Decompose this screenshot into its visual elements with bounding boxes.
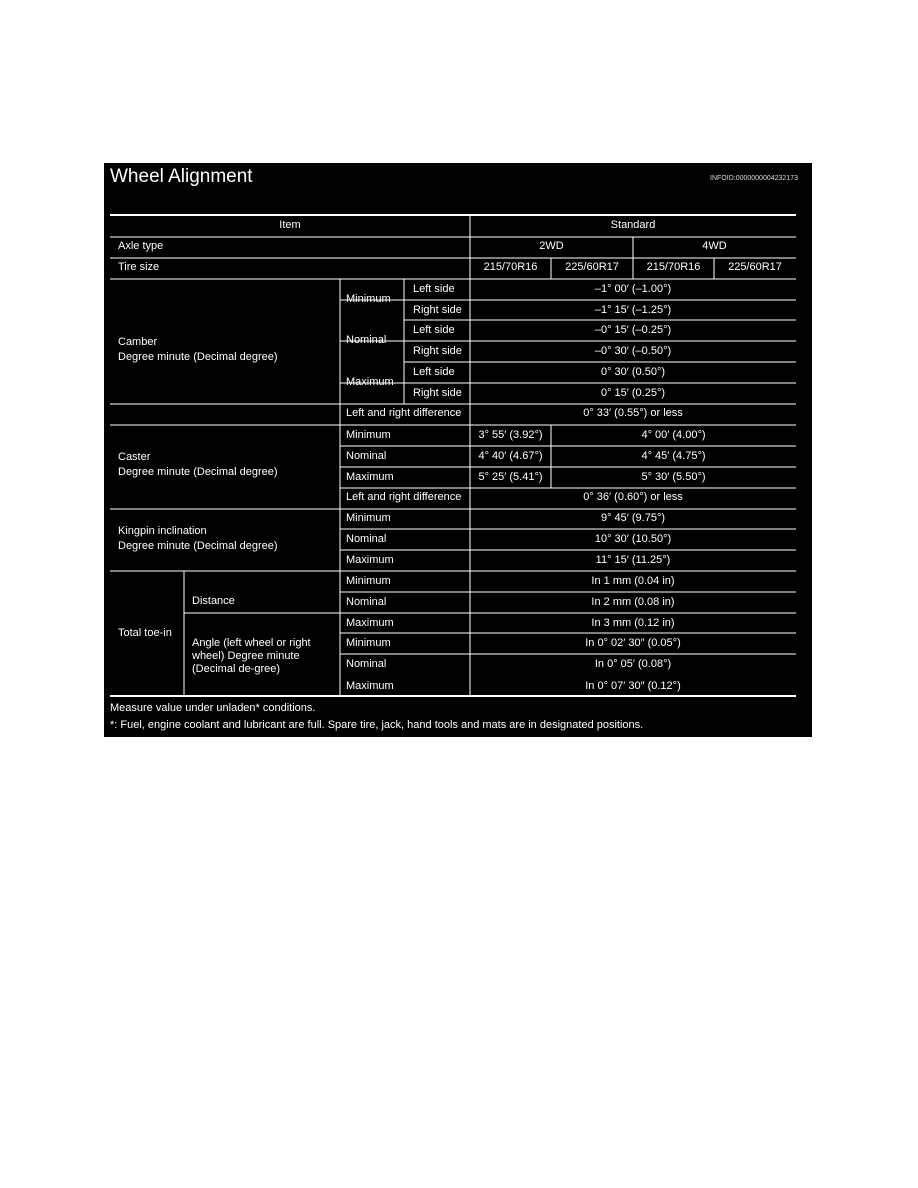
caster-diff-value: 0° 36′ (0.60°) or less	[583, 491, 683, 503]
toe-angle-max-value: In 0° 07′ 30″ (0.12°)	[585, 680, 681, 692]
kingpin-max-value: 11° 15′ (11.25°)	[595, 554, 671, 566]
caster-label: Caster	[118, 451, 151, 463]
toe-angle-nom-value: In 0° 05′ (0.08°)	[594, 658, 672, 670]
toe-dist-nom-value: In 2 mm (0.08 in)	[591, 596, 675, 608]
tire-size-4: 225/60R17	[728, 261, 782, 273]
camber-nom-left-label: Left side	[413, 324, 455, 336]
toe-dist-nominal: Nominal	[346, 596, 387, 608]
kingpin-minimum: Minimum	[346, 512, 391, 524]
tire-size-3: 215/70R16	[646, 261, 701, 273]
toe-label: Total toe-in	[118, 627, 172, 639]
caster-unit: Degree minute (Decimal degree)	[118, 466, 278, 478]
camber-nom-right-label: Right side	[413, 345, 462, 357]
toe-angle-label: Angle (left wheel or right wheel) Degree minute (Decimal de-gree)	[192, 637, 311, 675]
toe-dist-min-value: In 1 mm (0.04 in)	[591, 575, 675, 587]
toe-angle-minimum: Minimum	[346, 637, 391, 649]
page-title: Wheel Alignment	[110, 166, 253, 187]
camber-minimum: Minimum	[346, 293, 391, 305]
header-item: Item	[279, 219, 301, 231]
toe-dist-minimum: Minimum	[346, 575, 391, 587]
camber-min-left-value: –1° 00′ (–1.00°)	[594, 283, 672, 295]
camber-nom-right-value: –0° 30′ (–0.50°)	[594, 345, 672, 357]
spec-panel	[104, 163, 812, 737]
toe-distance-label: Distance	[192, 595, 235, 607]
camber-max-left-value: 0° 30′ (0.50°)	[600, 366, 666, 378]
caster-min-other: 4° 00′ (4.00°)	[641, 429, 706, 441]
tire-size-2: 225/60R17	[565, 261, 619, 273]
caster-max-2wd: 5° 25′ (5.41°)	[478, 471, 543, 483]
camber-max-right-value: 0° 15′ (0.25°)	[600, 387, 666, 399]
caster-min-2wd: 3° 55′ (3.92°)	[478, 429, 543, 441]
camber-diff-label: Left and right difference	[346, 407, 462, 419]
caster-diff-label: Left and right difference	[346, 491, 462, 503]
camber-nominal: Nominal	[346, 334, 387, 346]
kingpin-label: Kingpin inclination	[118, 525, 207, 537]
axle-2wd: 2WD	[539, 240, 564, 252]
note-conditions: *: Fuel, engine coolant and lubricant are full. Spare tire, jack, hand tools and mats are in designated positions.	[110, 719, 644, 731]
caster-nominal: Nominal	[346, 450, 387, 462]
toe-dist-max-value: In 3 mm (0.12 in)	[591, 617, 675, 629]
caster-nom-other: 4° 45′ (4.75°)	[641, 450, 706, 462]
note-unladen: Measure value under unladen* conditions.	[110, 702, 316, 714]
kingpin-unit: Degree minute (Decimal degree)	[118, 540, 278, 552]
header-standard: Standard	[610, 219, 656, 231]
toe-angle-min-value: In 0° 02′ 30″ (0.05°)	[585, 637, 681, 649]
camber-nom-left-value: –0° 15′ (–0.25°)	[594, 324, 672, 336]
kingpin-min-value: 9° 45′ (9.75°)	[600, 512, 666, 524]
kingpin-nominal: Nominal	[346, 533, 387, 545]
camber-unit: Degree minute (Decimal degree)	[118, 351, 278, 363]
tire-size-1: 215/70R16	[483, 261, 538, 273]
camber-diff-value: 0° 33′ (0.55°) or less	[583, 407, 683, 419]
toe-angle-maximum: Maximum	[346, 680, 394, 692]
axle-4wd: 4WD	[702, 240, 727, 252]
kingpin-maximum: Maximum	[346, 554, 394, 566]
document-id: INFOID:0000000004232173	[710, 175, 798, 182]
toe-dist-maximum: Maximum	[346, 617, 394, 629]
camber-min-left-label: Left side	[413, 283, 455, 295]
caster-minimum: Minimum	[346, 429, 391, 441]
camber-label: Camber	[118, 336, 158, 348]
kingpin-nom-value: 10° 30′ (10.50°)	[594, 533, 672, 545]
axle-type-label: Axle type	[118, 240, 164, 252]
toe-angle-nominal: Nominal	[346, 658, 387, 670]
camber-min-right-label: Right side	[413, 304, 462, 316]
caster-nom-2wd: 4° 40′ (4.67°)	[478, 450, 543, 462]
tire-size-label: Tire size	[118, 261, 160, 273]
camber-max-left-label: Left side	[413, 366, 455, 378]
caster-max-other: 5° 30′ (5.50°)	[641, 471, 706, 483]
camber-min-right-value: –1° 15′ (–1.25°)	[594, 304, 672, 316]
caster-maximum: Maximum	[346, 471, 394, 483]
camber-maximum: Maximum	[346, 376, 394, 388]
camber-max-right-label: Right side	[413, 387, 462, 399]
